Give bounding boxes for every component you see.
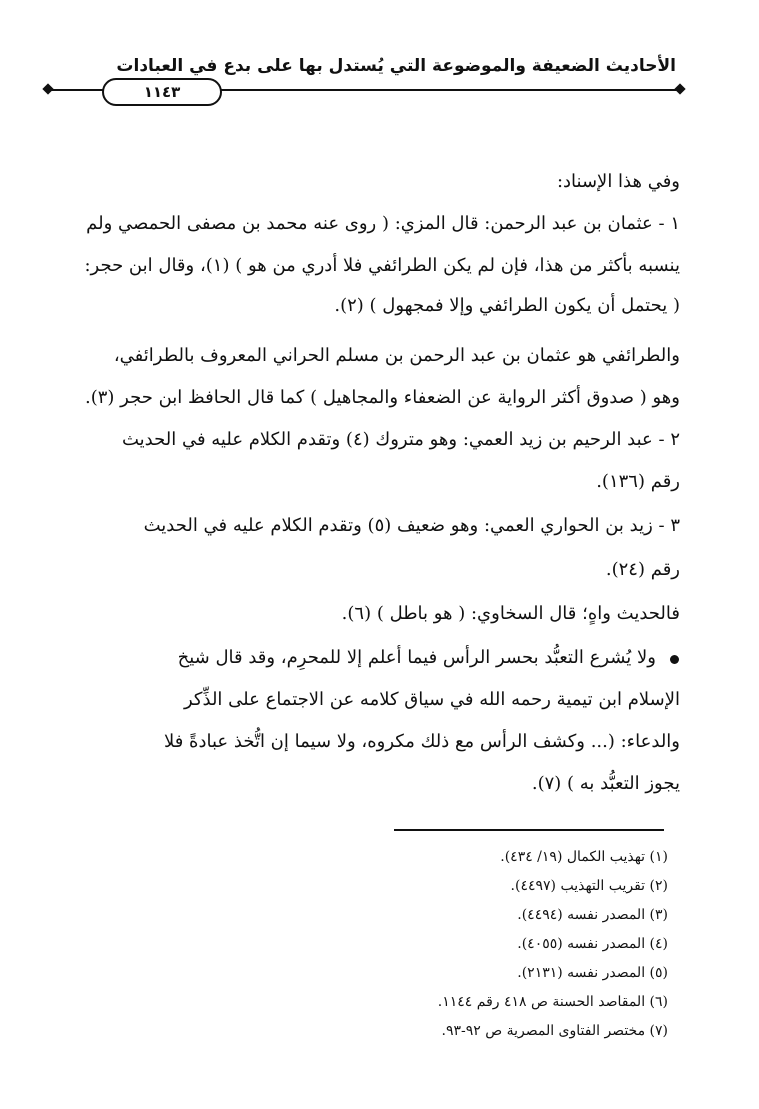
page-header (38, 56, 684, 101)
footnote-separator (394, 829, 664, 831)
narrator-1-line-2: ينسبه بأكثر من هذا، فإن لم يكن الطرائفي فلا أدري من هو ) (١)، وقال ابن حجر: (84, 255, 680, 276)
footnote-7: (٧) مختصر الفتاوى المصرية ص ٩٢-٩٣. (441, 1023, 668, 1039)
narrator-2-line-1: ٢ - عبد الرحيم بن زيد العمي: وهو متروك (٤) وتقدم الكلام عليه في الحديث (121, 429, 680, 450)
section-intro: وفي هذا الإسناد: (556, 171, 680, 192)
footnote-3: (٣) المصدر نفسه (٤٤٩٤). (517, 907, 668, 923)
footnote-5: (٥) المصدر نفسه (٢١٣١). (517, 965, 668, 981)
ruling-line-2: الإسلام ابن تيمية رحمه الله في سياق كلامه عن الاجتماع على الذِّكر (184, 689, 680, 710)
bullet-point (670, 655, 679, 664)
running-title: الأحاديث الضعيفة والموضوعة التي يُستدل بها على بدع في العبادات (116, 56, 676, 76)
narrator-1-line-1: ١ - عثمان بن عبد الرحمن: قال المزي: ( روى عنه محمد بن مصفى الحمصي ولم (86, 213, 680, 234)
narrator-1-line-3: ( يحتمل أن يكون الطرائفي وإلا فمجهول ) (٢). (334, 295, 680, 316)
taraifi-line-1: والطرائفي هو عثمان بن عبد الرحمن بن مسلم الحراني المعروف بالطرائفي، (113, 345, 680, 366)
footnote-2: (٢) تقريب التهذيب (٤٤٩٧). (510, 878, 668, 894)
hadith-verdict: فالحديث واهٍ؛ قال السخاوي: ( هو باطل ) (٦). (341, 603, 680, 624)
footnote-1: (١) تهذيب الكمال (١٩/ ٤٣٤). (500, 849, 668, 865)
left-diamond-ornament (42, 83, 53, 94)
ruling-line-4: يجوز التعبُّد به ) (٧). (531, 773, 680, 794)
right-diamond-ornament (674, 83, 685, 94)
footnote-4: (٤) المصدر نفسه (٤٠٥٥). (517, 936, 668, 952)
page-number: ١١٤٣ (102, 78, 222, 106)
narrator-3-line-2: رقم (٢٤). (605, 559, 680, 580)
narrator-2-line-2: رقم (١٣٦). (596, 471, 680, 492)
footnote-6: (٦) المقاصد الحسنة ص ٤١٨ رقم ١١٤٤. (437, 994, 668, 1010)
ruling-line-3: والدعاء: (... وكشف الرأس مع ذلك مكروه، ولا سيما إن اتُّخذ عبادةً فلا (163, 731, 680, 752)
taraifi-line-2: وهو ( صدوق أكثر الرواية عن الضعفاء والمجاهيل ) كما قال الحافظ ابن حجر (٣). (85, 387, 680, 408)
narrator-3-line-1: ٣ - زيد بن الحواري العمي: وهو ضعيف (٥) وتقدم الكلام عليه في الحديث (143, 515, 680, 536)
ruling-line-1: ولا يُشرع التعبُّد بحسر الرأس فيما أعلم إلا للمحرِم، وقد قال شيخ (177, 647, 656, 668)
